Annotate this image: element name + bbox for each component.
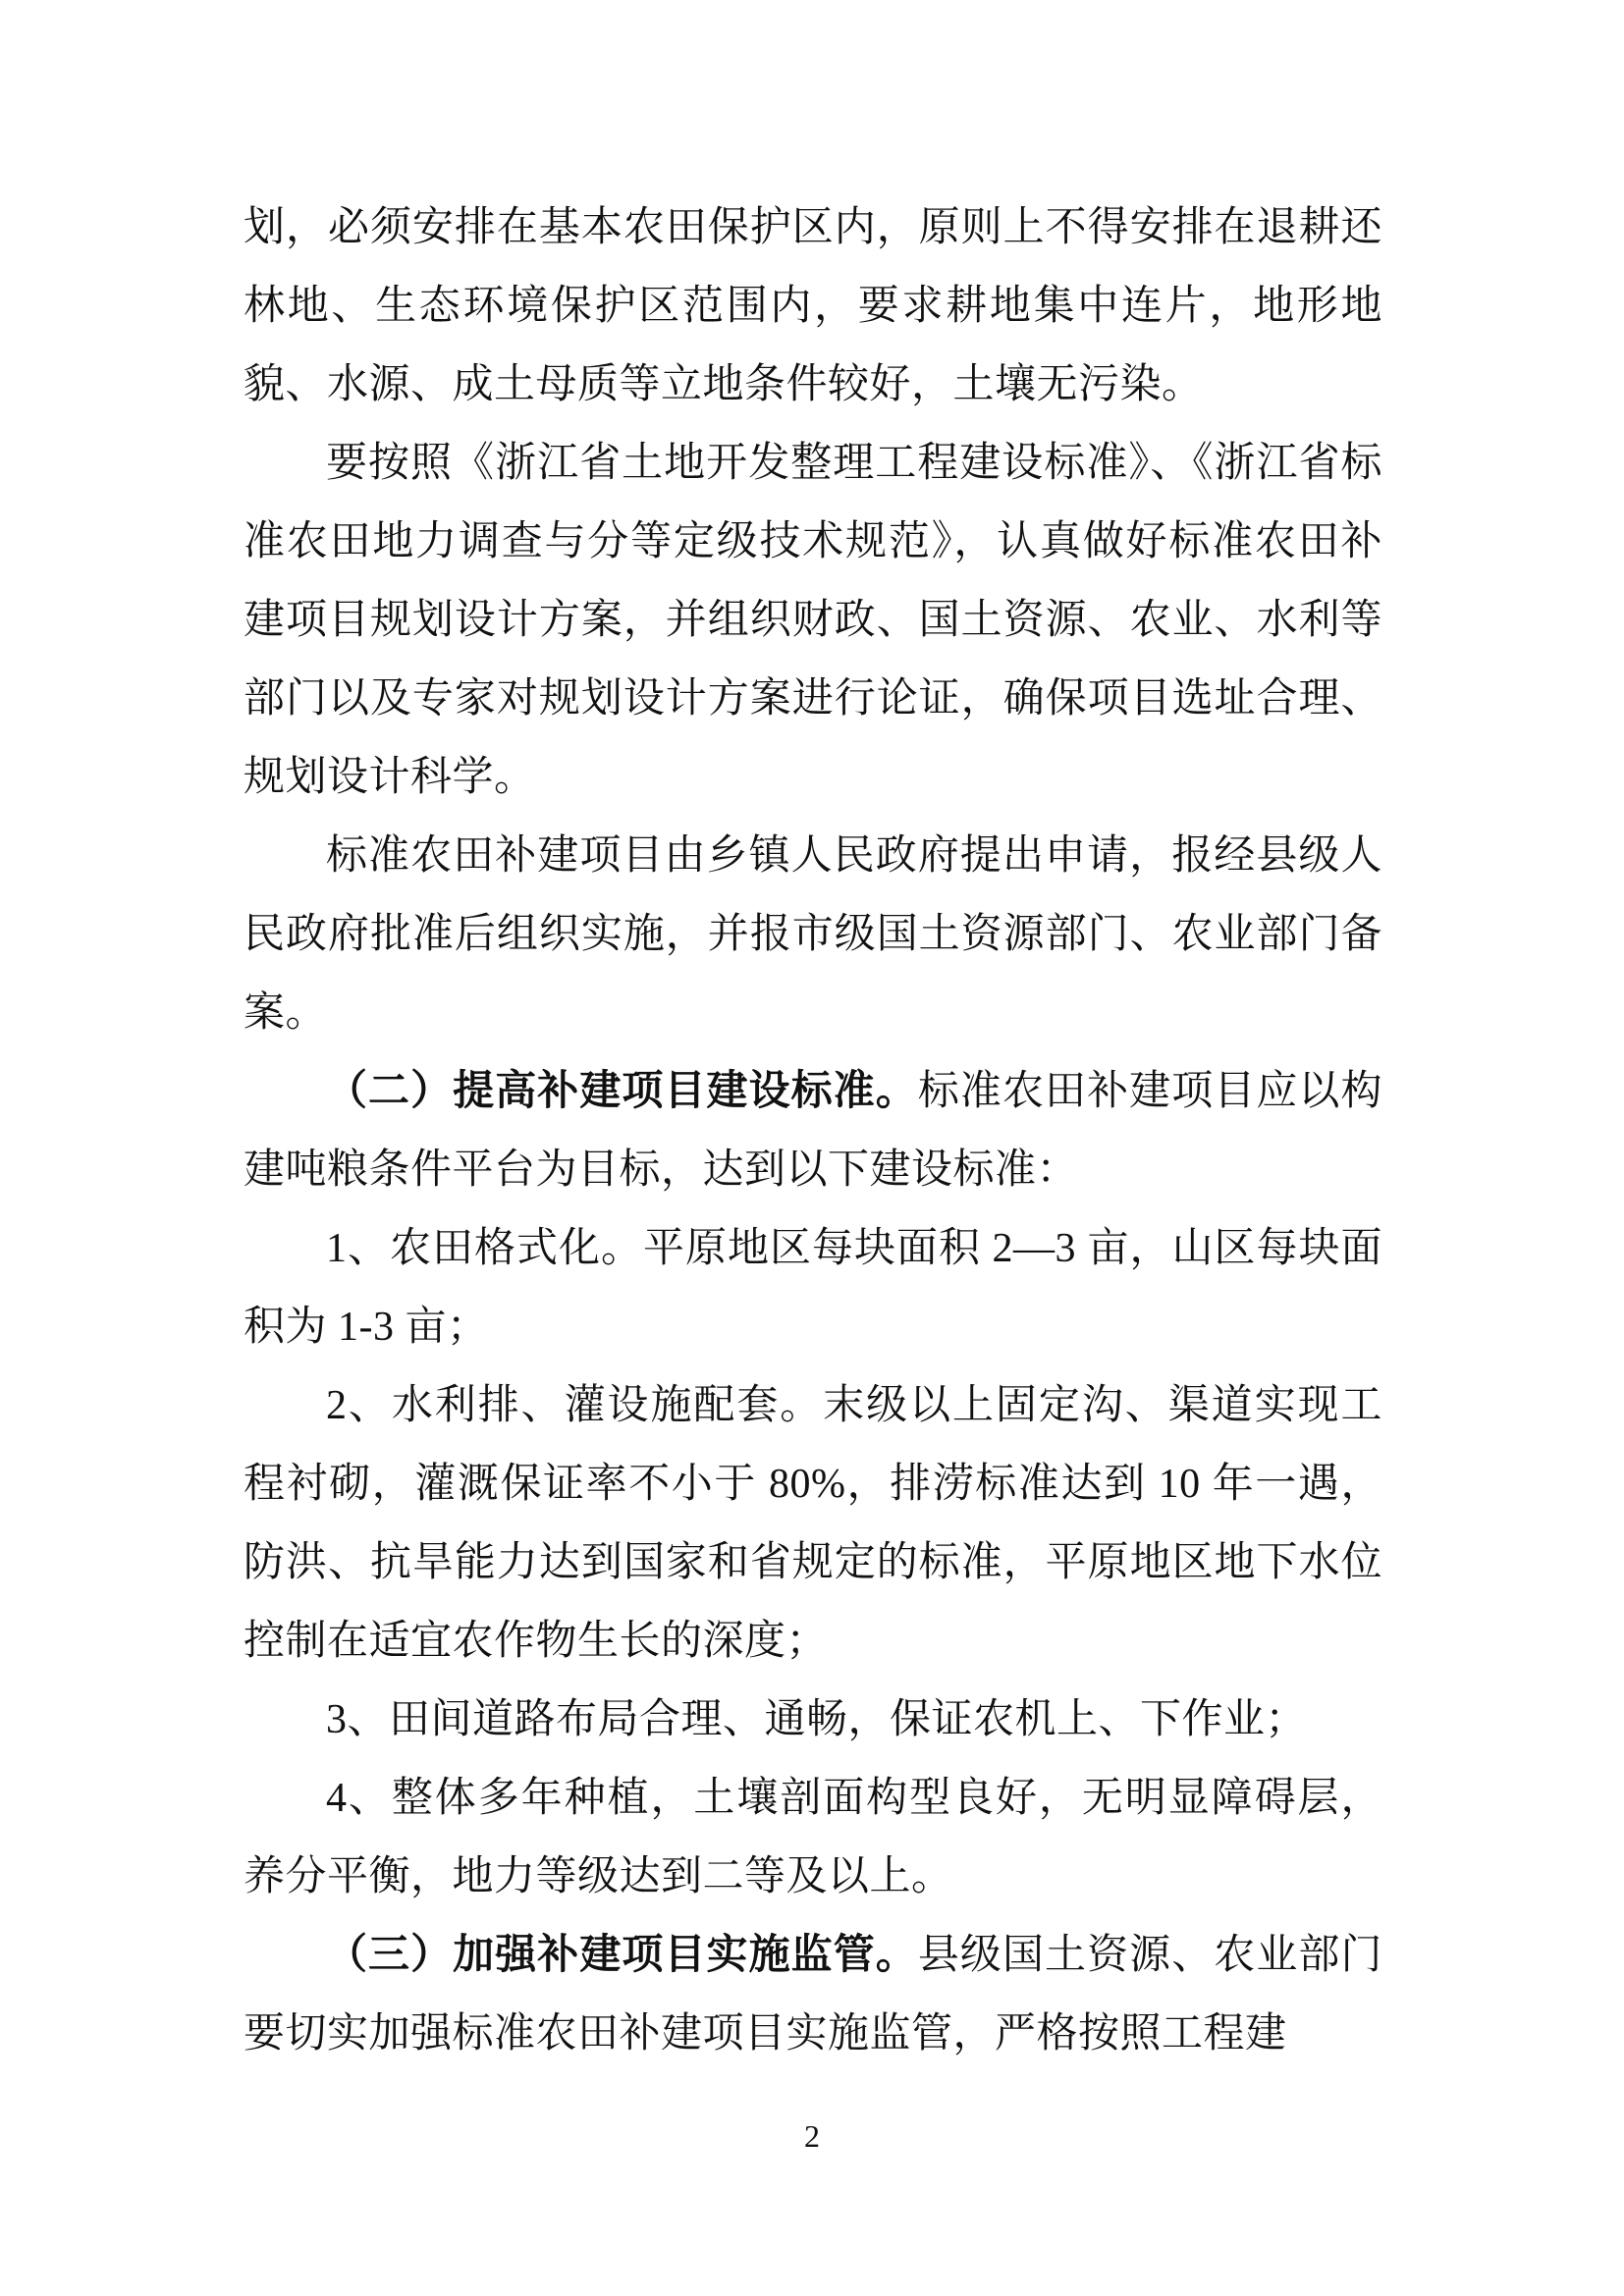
text-run: 标准农田补建项目应以构建吨粮条件平台为目标，达到以下建设标准： xyxy=(244,1069,1382,1193)
paragraph xyxy=(244,1916,1382,2073)
text-run: 4、整体多年种植，土壤剖面构型良好，无明显障碍层，养分平衡，地力等级达到二等及以上。 xyxy=(244,1776,1382,1899)
paragraph xyxy=(244,188,1382,424)
text-run: 要按照《浙江省土地开发整理工程建设标准》、《浙江省标准农田地力调查与分等定级技术规范》，认真做好标准农田补建项目规划设计方案，并组织财政、国土资源、农业、水利等部门以及专家对规划设计方案进行论证，确保项目选址合理、规划设计科学。 xyxy=(244,441,1382,800)
paragraph xyxy=(244,1681,1382,1759)
page-footer xyxy=(0,2116,1624,2156)
text-run: 划，必须安排在基本农田保护区内，原则上不得安排在退耕还林地、生态环境保护区范围内，要求耕地集中连片，地形地貌、水源、成土母质等立地条件较好，土壤无污染。 xyxy=(244,205,1382,407)
text-run: 县级国土资源、农业部门要切实加强标准农田补建项目实施监管，严格按照工程建 xyxy=(244,1933,1382,2056)
paragraph xyxy=(244,1052,1382,1209)
paragraph xyxy=(244,1209,1382,1366)
paragraph xyxy=(244,817,1382,1052)
text-run: 1、农田格式化。平原地区每块面积 2—3 亩，山区每块面积为 1-3 亩； xyxy=(244,1226,1382,1350)
bold-text-run: （三）加强补建项目实施监管。 xyxy=(326,1933,918,1978)
text-run: 标准农田补建项目由乡镇人民政府提出申请，报经县级人民政府批准后组织实施，并报市级国土资源部门、农业部门备案。 xyxy=(244,833,1382,1036)
bold-text-run: （二）提高补建项目建设标准。 xyxy=(326,1069,918,1114)
paragraph xyxy=(244,424,1382,817)
document-body xyxy=(244,188,1382,2073)
text-run: 2、水利排、灌设施配套。末级以上固定沟、渠道实现工程衬砌，灌溉保证率不小于 80%，排涝标准达到 10 年一遇，防洪、抗旱能力达到国家和省规定的标准，平原地区地下水位控制在适宜农作物生长的深度； xyxy=(244,1383,1382,1664)
paragraph xyxy=(244,1759,1382,1916)
paragraph xyxy=(244,1366,1382,1681)
page-number: 2 xyxy=(804,2118,820,2154)
text-run: 3、田间道路布局合理、通畅，保证农机上、下作业； xyxy=(326,1697,1308,1742)
